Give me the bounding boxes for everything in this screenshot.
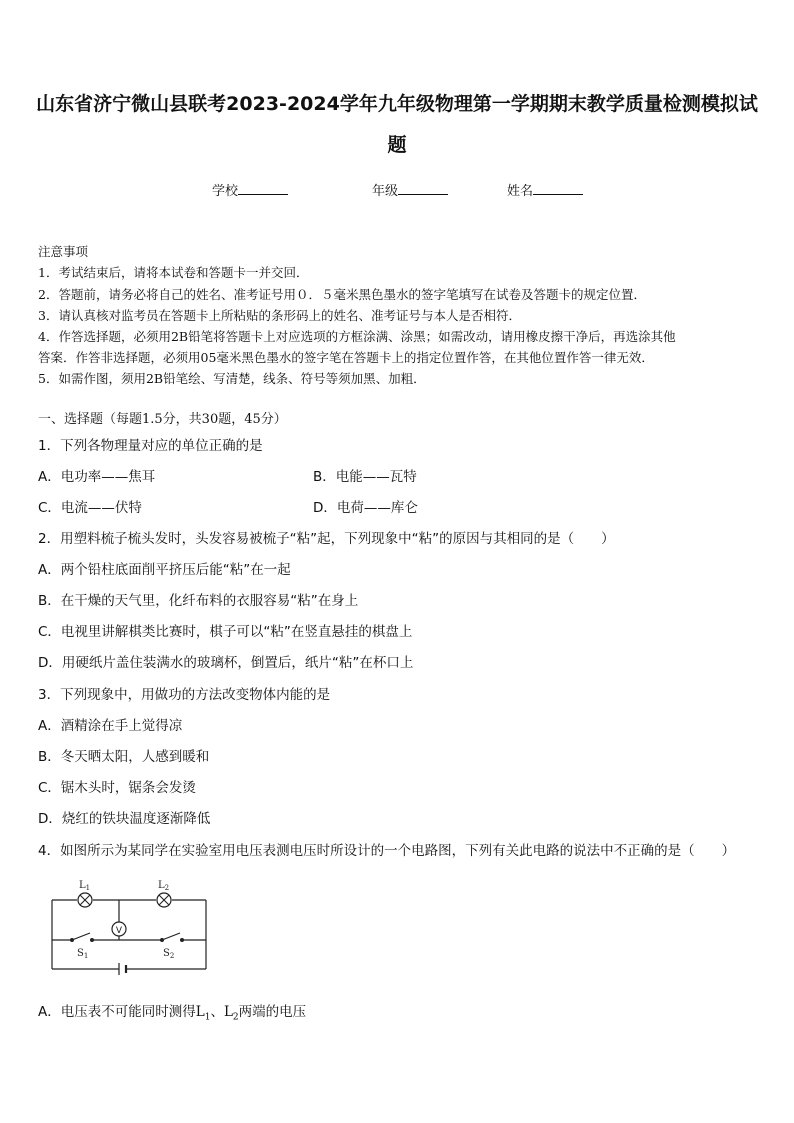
circuit-diagram <box>44 872 214 977</box>
voltmeter-icon <box>112 922 126 936</box>
question-2-option-d: D．用硬纸片盖住装满水的玻璃杯，倒置后，纸片“粘”在杯口上 <box>38 655 414 671</box>
switch-s1-label: S <box>77 948 84 959</box>
question-4-stem: 4．如图所示为某同学在实验室用电压表测电压时所设计的一个电路图，下列有关此电路的说法中不正确的是（ ） <box>38 843 736 859</box>
question-3-option-c: C．锯木头时，锯条会发烫 <box>38 780 196 796</box>
svg-text:S1 <box>77 948 88 960</box>
svg-text:L2 <box>158 880 169 892</box>
question-2-option-a: A．两个铅柱底面削平挤压后能“粘”在一起 <box>38 562 291 578</box>
question-4-option-a-sep: 、 <box>210 1004 224 1020</box>
lamp-l1-label: L <box>79 880 86 891</box>
symbol-l2: $L_2$ <box>223 1004 239 1023</box>
notice-item-4-cont: 答案．作答非选择题，必须用05毫米黑色墨水的签字笔在答题卡上的指定位置作答，在其他位置作答一律无效． <box>38 350 654 365</box>
school-field[interactable] <box>212 180 288 199</box>
question-1-option-a: A．电功率——焦耳 <box>38 469 156 485</box>
notice-item-2: 2．答题前，请务必将自己的姓名、准考证号用０．５毫米黑色墨水的签字笔填写在试卷及答题卡的规定位置． <box>38 287 646 302</box>
notice-heading: 注意事项 <box>38 244 89 259</box>
switch-s2-icon <box>161 933 184 941</box>
question-1-stem: 1．下列各物理量对应的单位正确的是 <box>38 438 263 454</box>
student-info-fields <box>0 180 794 202</box>
question-3-option-d: D．烧红的铁块温度逐渐降低 <box>38 811 211 827</box>
switch-s1-subscript: 1 <box>83 952 89 960</box>
school-blank[interactable] <box>238 180 288 195</box>
question-2-stem: 2．用塑料梳子梳头发时，头发容易被梳子“粘”起，下列现象中“粘”的原因与其相同的是（ ） <box>38 531 615 547</box>
switch-s2-subscript: 2 <box>169 952 175 960</box>
question-1-option-b: B．电能——瓦特 <box>313 469 417 485</box>
question-3-option-b: B．冬天晒太阳，人感到暖和 <box>38 749 210 765</box>
name-blank[interactable] <box>533 180 583 195</box>
question-4-option-a-tail: 两端的电压 <box>238 1004 307 1020</box>
school-label: 学校 <box>212 184 239 199</box>
switch-s2-label: S <box>163 948 170 959</box>
notice-item-4: 4．作答选择题，必须用2B铅笔将答题卡上对应选项的方框涂满、涂黑；如需改动，请用橡皮擦干净后，再选涂其他 <box>38 329 676 344</box>
lamp-l1-subscript: 1 <box>85 884 91 892</box>
svg-text:S2 <box>163 948 174 960</box>
battery-icon <box>119 963 126 975</box>
question-3-option-a: A．酒精涂在手上觉得凉 <box>38 718 183 734</box>
question-4-option-a-text: A．电压表不可能同时测得 <box>38 1004 196 1020</box>
notice-item-1: 1．考试结束后，请将本试卷和答题卡一并交回． <box>38 265 309 280</box>
question-1-option-d: D．电荷——库仑 <box>313 500 418 516</box>
name-label: 姓名 <box>507 184 534 199</box>
exam-title-line-2: 题 <box>387 134 407 156</box>
switch-s1-icon <box>71 933 94 941</box>
question-4-option-a <box>38 1003 306 1027</box>
question-1-option-c: C．电流——伏特 <box>38 500 142 516</box>
exam-title-line-1: 山东省济宁微山县联考2023-2024学年九年级物理第一学期期末教学质量检测模拟试 <box>36 93 758 115</box>
lamp-l2-subscript: 2 <box>164 884 170 892</box>
voltmeter-label: V <box>115 926 123 936</box>
symbol-l1: $L_1$ <box>195 1004 211 1023</box>
section-heading: 一、选择题（每题1.5分，共30题，45分） <box>38 412 287 427</box>
lamp-l1-icon <box>78 893 92 907</box>
question-2-option-c: C．电视里讲解棋类比赛时，棋子可以“粘”在竖直悬挂的棋盘上 <box>38 624 413 640</box>
svg-text:L1 <box>79 880 90 892</box>
question-2-option-b: B．在干燥的天气里，化纤布料的衣服容易“粘”在身上 <box>38 593 359 609</box>
notice-item-3: 3．请认真核对监考员在答题卡上所粘贴的条形码上的姓名、准考证号与本人是否相符． <box>38 308 521 323</box>
name-field[interactable] <box>507 180 583 199</box>
question-3-stem: 3．下列现象中，用做功的方法改变物体内能的是 <box>38 687 331 703</box>
grade-field[interactable] <box>372 180 448 199</box>
grade-blank[interactable] <box>398 180 448 195</box>
grade-label: 年级 <box>372 184 399 199</box>
lamp-l2-label: L <box>158 880 165 891</box>
lamp-l2-icon <box>157 893 171 907</box>
notice-item-5: 5．如需作图，须用2B铅笔绘、写清楚，线条、符号等须加黑、加粗． <box>38 371 426 386</box>
